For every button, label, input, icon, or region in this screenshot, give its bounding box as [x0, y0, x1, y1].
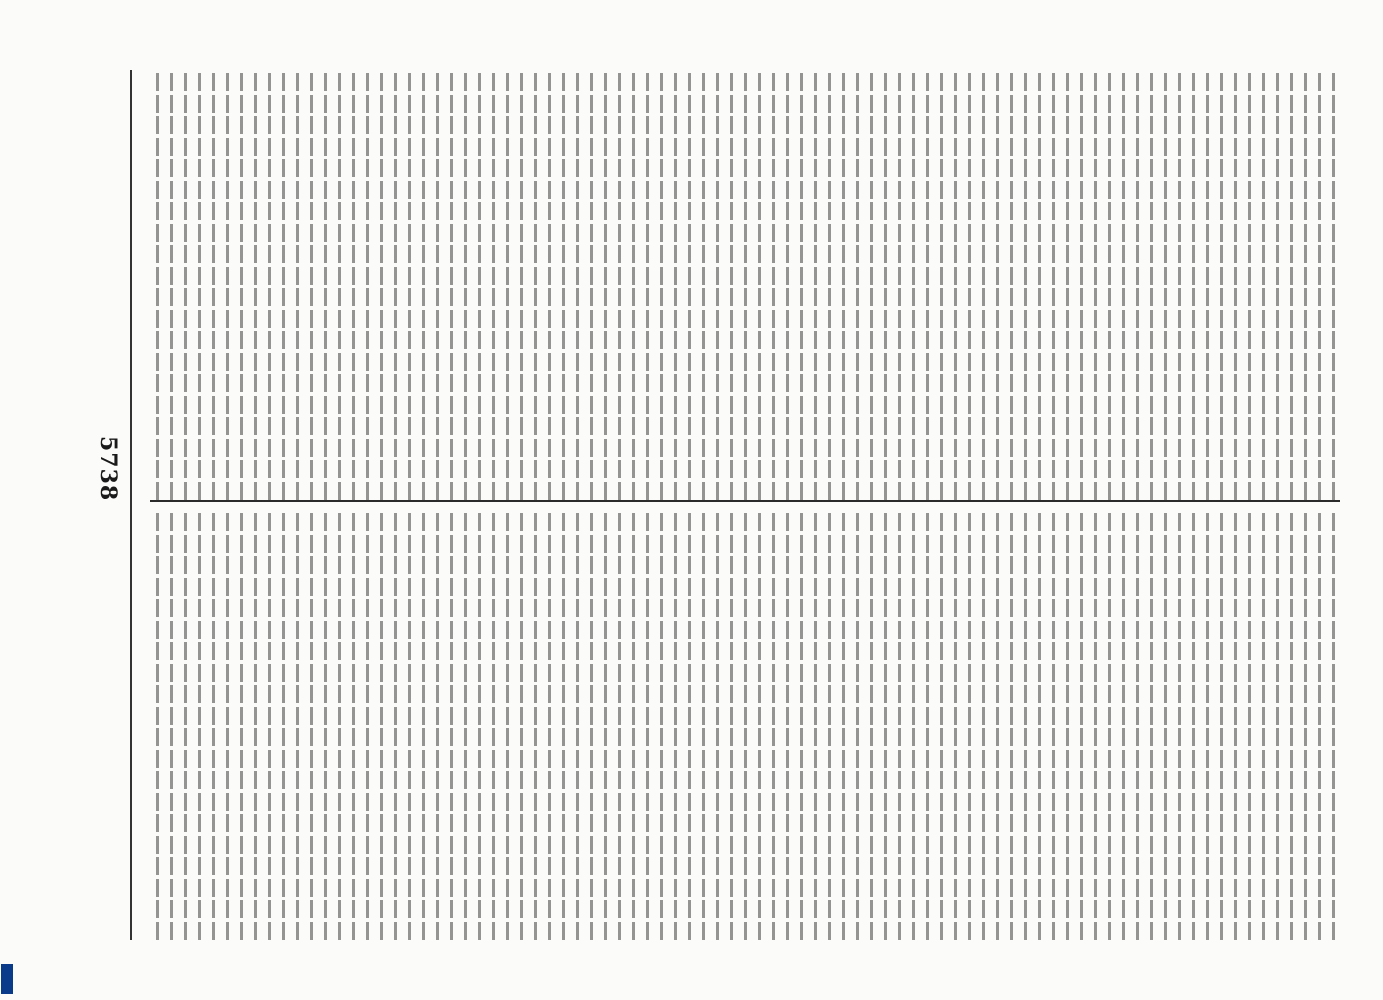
text-column-right — [150, 510, 1340, 940]
dfg-logo — [1, 964, 13, 994]
page-number: 5738 — [95, 435, 121, 501]
column-text-block — [150, 70, 1340, 500]
section-heading — [314, 450, 338, 550]
text-column-left — [150, 70, 1340, 500]
header-rule — [130, 70, 132, 940]
page-content — [70, 60, 1330, 940]
column-text-block — [150, 510, 1340, 940]
digitization-credit — [0, 0, 14, 1000]
footnote — [70, 70, 110, 530]
